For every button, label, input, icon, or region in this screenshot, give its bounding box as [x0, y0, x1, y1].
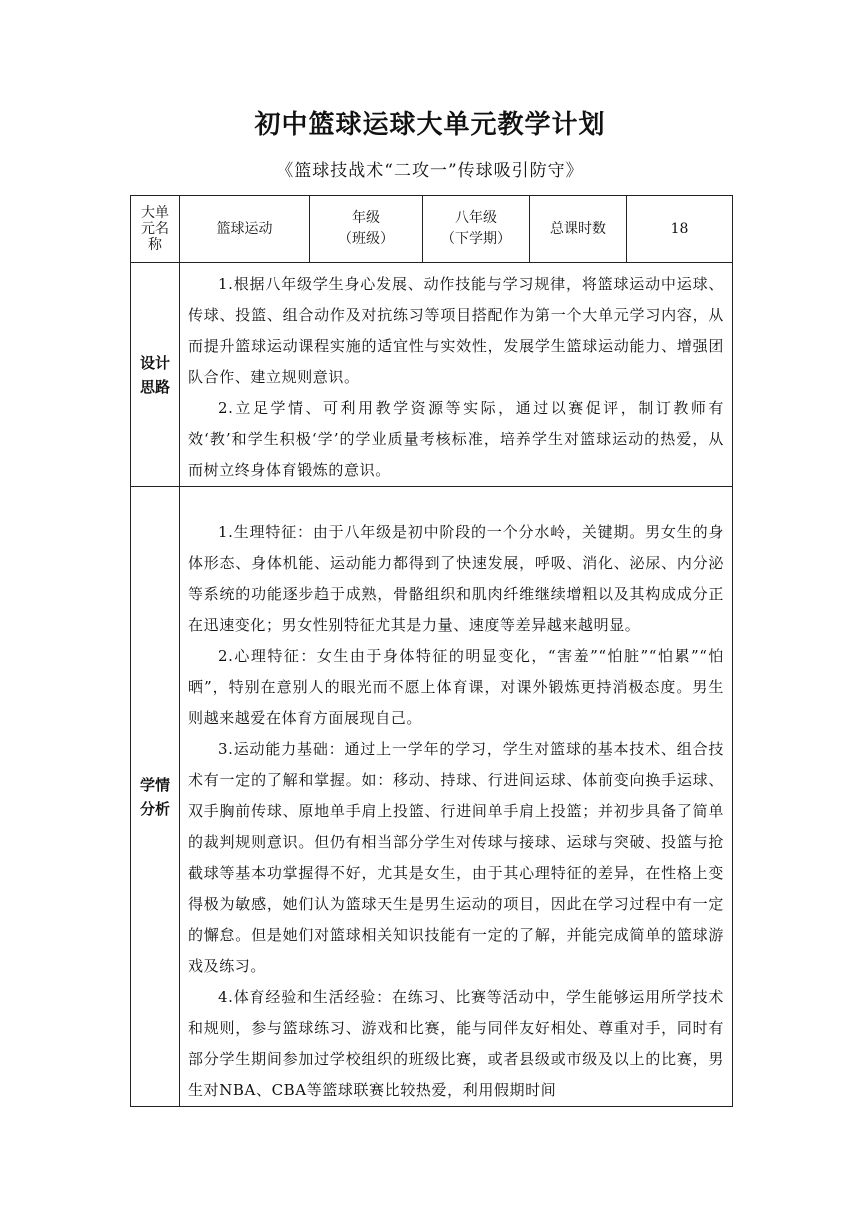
plan-table [130, 195, 733, 1107]
analysis-label: 学情分析 [139, 775, 170, 818]
total-hours-value: 18 [627, 196, 733, 263]
design-paragraph-2: 2.立足学情、可利用教学资源等实际，通过以赛促评，制订教师有效‘教’和学生积极‘学’的学业质量考核标准，培养学生对篮球运动的热爱，从而树立终身体育锻炼的意识。 [188, 399, 724, 479]
design-label-cell [131, 263, 180, 487]
analysis-label-cell [131, 487, 180, 1107]
unit-name-value: 篮球运动 [180, 196, 310, 263]
analysis-paragraph-1: 1.生理特征：由于八年级是初中阶段的一个分水岭，关键期。男女生的身体形态、身体机能、运动能力都得到了快速发展，呼吸、消化、泌尿、内分泌等系统的功能逐步趋于成熟，骨骼组织和肌肉纤维继续增粗以及其构成成分正在迅速变化；男女性别特征尤其是力量、速度等差异越来越明显。 [188, 523, 724, 634]
analysis-row [131, 487, 733, 1107]
design-content [180, 263, 732, 486]
total-hours-label: 总课时数 [530, 196, 627, 263]
unit-name-label: 大单元名称 [141, 205, 169, 253]
analysis-paragraph-4: 4.体育经验和生活经验：在练习、比赛等活动中，学生能够运用所学技术和规则，参与篮球练习、游戏和比赛，能与同伴友好相处、尊重对手，同时有部分学生期间参加过学校组织的班级比赛，或者县级或市级及以上的比赛，男生对NBA、CBA等篮球联赛比较热爱，利用假期时间 [188, 988, 724, 1099]
design-row [131, 263, 733, 487]
grade-label-cell [310, 196, 423, 263]
analysis-content [180, 487, 732, 1106]
document-subtitle: 《篮球技战术“二攻一”传球吸引防守》 [276, 161, 584, 181]
grade-label-line2: （班级） [338, 231, 394, 247]
grade-label-line1: 年级 [352, 210, 380, 226]
grade-value-line1: 八年级 [455, 210, 497, 226]
analysis-paragraph-2: 2.心理特征：女生由于身体特征的明显变化，“害羞”“怕脏”“怕累”“怕晒”，特别在意别人的眼光而不愿上体育课，对课外锻炼更持消极态度。男生则越来越爱在体育方面展现自己。 [188, 647, 724, 727]
analysis-paragraph-3: 3.运动能力基础：通过上一学年的学习，学生对篮球的基本技术、组合技术有一定的了解和掌握。如：移动、持球、行进间运球、体前变向换手运球、双手胸前传球、原地单手肩上投篮、行进间单手肩上投篮；并初步具备了简单的裁判规则意识。但仍有相当部分学生对传球与接球、运球与突破、投篮与抢截球等基本功掌握得不好，尤其是女生，由于其心理特征的差异，在性格上变得极为敏感，她们认为篮球天生是男生运动的项目，因此在学习过程中有一定的懈怠。但是她们对篮球相关知识技能有一定的了解，并能完成简单的篮球游戏及练习。 [188, 740, 724, 975]
design-label: 设计思路 [139, 353, 170, 396]
grade-value-line2: （下学期） [441, 231, 511, 247]
document-title: 初中篮球运球大单元教学计划 [254, 110, 606, 140]
header-row [131, 196, 733, 263]
unit-name-label-cell [131, 196, 180, 263]
design-content-cell [180, 263, 733, 487]
grade-value-cell [423, 196, 530, 263]
analysis-content-cell [180, 487, 733, 1107]
design-paragraph-1: 1.根据八年级学生身心发展、动作技能与学习规律，将篮球运动中运球、传球、投篮、组合动作及对抗练习等项目搭配作为第一个大单元学习内容，从而提升篮球运动课程实施的适宜性与实效性，发展学生篮球运动能力、增强团队合作、建立规则意识。 [188, 275, 724, 386]
